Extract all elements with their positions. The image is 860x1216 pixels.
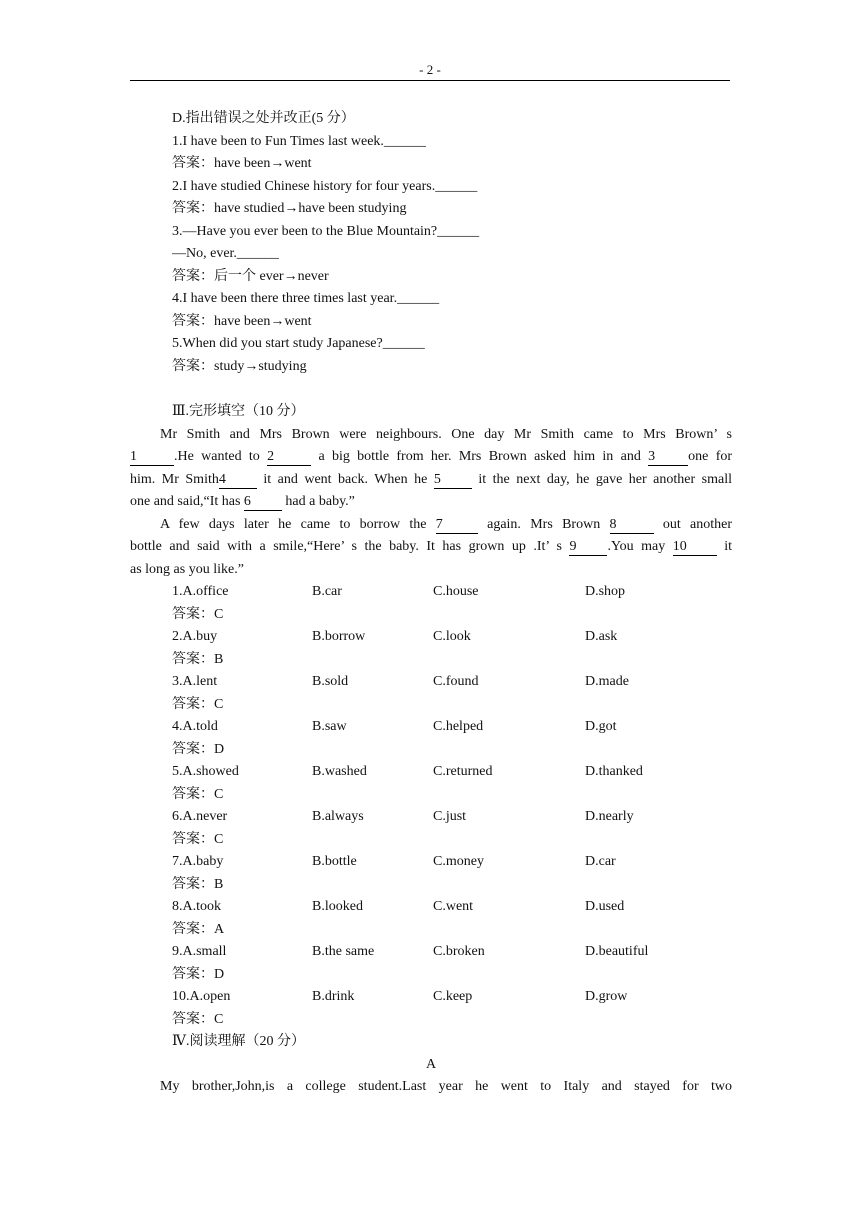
reading-section-title: Ⅳ.阅读理解（20 分） [172,1034,305,1049]
cloze-blank: 1 [130,449,174,466]
passage-line: as long as you like.” [130,561,244,577]
question-answer: 答案：C [172,606,224,622]
error-question-4: 4.I have been there three times last year.______ [172,291,440,306]
question-answer: 答案：C [172,831,224,847]
passage-line: Mr Smith and Mrs Brown were neighbours. One day Mr Smith came to Mrs Brown’ s [160,426,732,442]
reading-passage-line: My brother,John,is a college student.Last year he went to Italy and stayed for two [160,1079,732,1094]
question-answer: 答案：B [172,651,224,667]
error-answer-5: 答案：study→studying [172,358,307,374]
cloze-blank: 6 [244,494,282,511]
passage-line: A few days later he came to borrow the 7 again. Mrs Brown 8 out another [160,516,733,532]
cloze-blank: 9 [569,539,607,556]
error-answer-3: 答案：后一个 ever→never [172,268,329,284]
question-options: 10.A.open B.drink C.keep D.grow [172,989,628,1004]
cloze-questions [172,581,732,1031]
cloze-blank: 2 [267,449,311,466]
error-question-2: 2.I have studied Chinese history for four years.______ [172,178,478,194]
error-question-5: 5.When did you start study Japanese?______ [172,336,425,351]
page-content [130,108,733,1099]
question-options: 4.A.told B.saw C.helped D.got [172,719,617,734]
section-d-title: D.指出错误之处并改正(5 分） [172,111,355,126]
error-answer-1: 答案：have been→went [172,156,312,171]
cloze-blank: 5 [434,472,472,489]
question-answer: 答案：D [172,966,225,982]
question-options: 1.A.office B.car C.house D.shop [172,584,626,599]
question-answer: 答案：A [172,921,225,937]
cloze-section-title: Ⅲ.完形填空（10 分） [172,404,305,419]
passage-line: him. Mr Smith4 it and went back. When he 5 it the next day, he gave her another small [130,471,732,487]
question-answer: 答案：C [172,1011,224,1027]
error-answer-4: 答案：have been→went [172,313,312,329]
question-answer: 答案：C [172,696,224,712]
cloze-blank: 7 [436,517,478,534]
cloze-blank: 4 [219,472,257,489]
passage-line: one and said,“It has 6 had a baby.” [130,494,355,509]
page-number: - 2 - [419,62,441,77]
question-answer: 答案：C [172,786,224,802]
header-divider [130,80,730,81]
cloze-blank: 10 [673,539,717,556]
error-question-3-reply: —No, ever.______ [172,246,279,261]
question-options: 8.A.took B.looked C.went D.used [172,899,625,914]
error-question-1: 1.I have been to Fun Times last week.______ [172,133,426,149]
cloze-blank: 8 [610,517,654,534]
passage-line: bottle and said with a smile,“Here’ s the baby. It has grown up .It’ s 9 .You may 10 it [130,539,733,554]
cloze-blank: 3 [648,449,688,466]
question-options: 7.A.baby B.bottle C.money D.car [172,854,616,869]
reading-passage-heading: A [425,1056,437,1072]
question-options: 2.A.buy B.borrow C.look D.ask [172,629,618,644]
error-question-3: 3.—Have you ever been to the Blue Mountain?______ [172,223,480,239]
question-options: 3.A.lent B.sold C.found D.made [172,674,629,689]
error-answer-2: 答案：have studied→have been studying [172,201,407,216]
question-options: 9.A.small B.the same C.broken D.beautiful [172,944,649,959]
cloze-passage [130,424,733,582]
question-answer: 答案：B [172,876,224,892]
passage-line: 1 .He wanted to 2 a big bottle from her. Mrs Brown asked him in and 3 one for [130,449,733,464]
question-options: 6.A.never B.always C.just D.nearly [172,809,634,824]
question-answer: 答案：D [172,741,225,757]
question-options: 5.A.showed B.washed C.returned D.thanked [172,764,643,779]
